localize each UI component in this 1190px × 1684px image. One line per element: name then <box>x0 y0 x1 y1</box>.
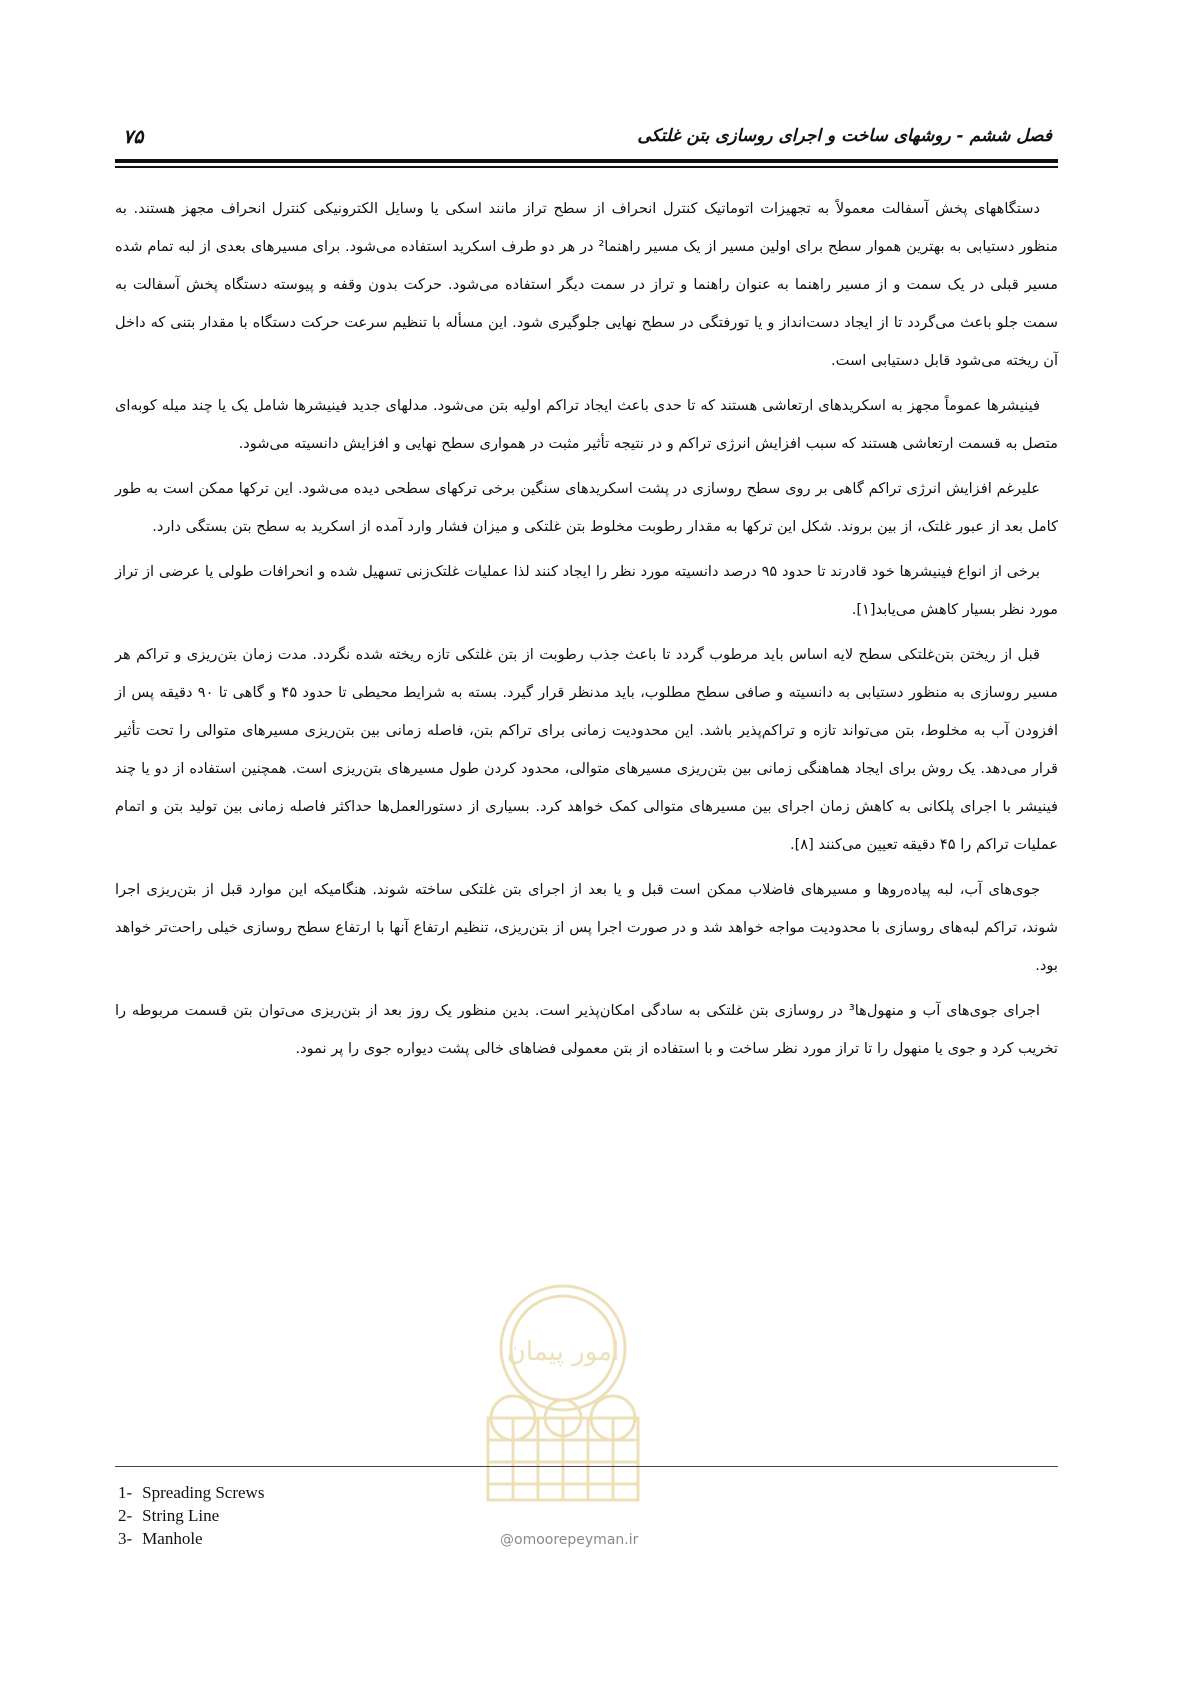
paragraph: برخی از انواع فینیشرها خود قادرند تا حدود ۹۵ درصد دانسیته مورد نظر را ایجاد کنند لذا عملیات غلتک‌زنی تسهیل شده و انحرافات طولی یا عرضی از تراز مورد نظر بسیار کاهش می‌یابد[۱]. <box>115 563 1058 618</box>
footnote-number: 1- <box>118 1483 133 1502</box>
footnote-item <box>118 1527 264 1550</box>
paragraph: قبل از ریختن بتن‌غلتکی سطح لایه اساس باید مرطوب گردد تا باعث جذب رطوبت از بتن غلتکی تازه ریخته شده نگردد. مدت زمان بتن‌ریزی و تراکم هر مسیر روسازی به منظور دستیابی به دانسیته و صافی سطح مطلوب، باید مدنظر قرار گیرد. بسته به شرایط محیطی تا حدود ۴۵ و گاهی تا ۹۰ دقیقه پس از افزودن آب به مخلوط، بتن می‌تواند تازه و تراکم‌پذیر باشد. این محدودیت زمانی برای تراکم بتن، فاصله زمانی بین بتن‌ریزی مسیرهای متوالی را تحت تأثیر قرار می‌دهد. یک روش برای ایجاد هماهنگی زمانی بین بتن‌ریزی مسیرهای متوالی، محدود کردن طول مسیرهای بتن‌ریزی است. همچنین استفاده از دو یا چند فینیشر با اجرای پلکانی به کاهش زمان اجرای بین مسیرهای متوالی کمک خواهد کرد. بسیاری از دستورالعمل‌ها حداکثر فاصله زمانی بین تولید بتن و اتمام عملیات تراکم را ۴۵ دقیقه تعیین می‌کنند [۸]. <box>115 646 1058 853</box>
footnote-item <box>118 1481 264 1504</box>
chapter-title: فصل ششم - روشهای ساخت و اجرای روسازی بتن غلتکی <box>637 126 1052 146</box>
watermark-logo <box>468 1268 658 1508</box>
page-number: ۷۵ <box>123 126 144 148</box>
header-rule-thick <box>115 159 1058 163</box>
watermark-logo-text: امور پیمان <box>506 1337 620 1367</box>
paragraph: دستگاههای پخش آسفالت معمولاً به تجهیزات اتوماتیک کنترل انحراف از سطح تراز مانند اسکی یا وسایل الکترونیکی کنترل انحراف مجهز هستند. به منظور دستیابی به بهترین هموار سطح برای اولین مسیر از یک مسیر راهنما² در هر دو طرف اسکرید استفاده می‌شود. برای مسیرهای بعدی از لبه تمام شده مسیر قبلی در یک سمت و از مسیر راهنما به عنوان راهنما و تراز در سمت دیگر استفاده می‌شود. حرکت بدون وقفه و پیوسته دستگاه پخش آسفالت به سمت جلو باعث می‌گردد تا از ایجاد دست‌انداز و یا تورفتگی در سطح نهایی جلوگیری شود. این مسأله با تنظیم سرعت حرکت دستگاه با مقدار بتنی که داخل آن ریخته می‌شود قابل دستیابی است. <box>115 200 1058 369</box>
paragraph: فینیشرها عموماً مجهز به اسکریدهای ارتعاشی هستند که تا حدی باعث ایجاد تراکم اولیه بتن می‌شود. مدلهای جدید فینیشرها شامل یک یا چند میله کوبه‌ای متصل به قسمت ارتعاشی هستند که سبب افزایش انرژی تراکم و در نتیجه تأثیر مثبت در همواری سطح نهایی و افزایش دانسیته می‌شود. <box>115 397 1058 452</box>
footnote-text: Manhole <box>142 1529 203 1548</box>
body-text <box>115 190 1058 1075</box>
paragraph: علیرغم افزایش انرژی تراکم گاهی بر روی سطح روسازی در پشت اسکریدهای سنگین برخی ترکهای سطحی دیده می‌شود. این ترکها ممکن است به طور کامل بعد از عبور غلتک، از بین بروند. شکل این ترکها به مقدار رطوبت مخلوط بتن غلتکی و میزان فشار وارد آمده از اسکرید به سطح بتن بستگی دارد. <box>115 480 1058 535</box>
paragraph: اجرای جوی‌های آب و منهول‌ها³ در روسازی بتن غلتکی به سادگی امکان‌پذیر است. بدین منظور یک روز بعد از بتن‌ریزی می‌توان بتن قسمت مربوطه را تخریب کرد و جوی یا منهول را تا تراز مورد نظر ساخت و با استفاده از بتن معمولی فضاهای خالی پشت دیواره جوی را پر نمود. <box>115 1002 1058 1057</box>
footnotes <box>118 1481 264 1550</box>
paragraph: جوی‌های آب، لبه پیاده‌روها و مسیرهای فاضلاب ممکن است قبل و یا بعد از اجرای بتن غلتکی ساخته شوند. هنگامیکه این موارد قبل از بتن‌ریزی اجرا شوند، تراکم لبه‌های روسازی با محدودیت مواجه خواهد شد و در صورت اجرا پس از بتن‌ریزی، تنظیم ارتفاع آنها با ارتفاع سطح روسازی خیلی راحت‌تر خواهد بود. <box>115 881 1058 974</box>
footnote-item <box>118 1504 264 1527</box>
watermark-site: @omoorepeyman.ir <box>500 1532 639 1548</box>
header-rule-thin <box>115 166 1058 168</box>
footnote-text: String Line <box>142 1506 220 1525</box>
footnote-text: Spreading Screws <box>142 1483 265 1502</box>
footnote-number: 2- <box>118 1506 133 1525</box>
footnote-number: 3- <box>118 1529 133 1548</box>
footnote-rule <box>115 1466 1058 1467</box>
